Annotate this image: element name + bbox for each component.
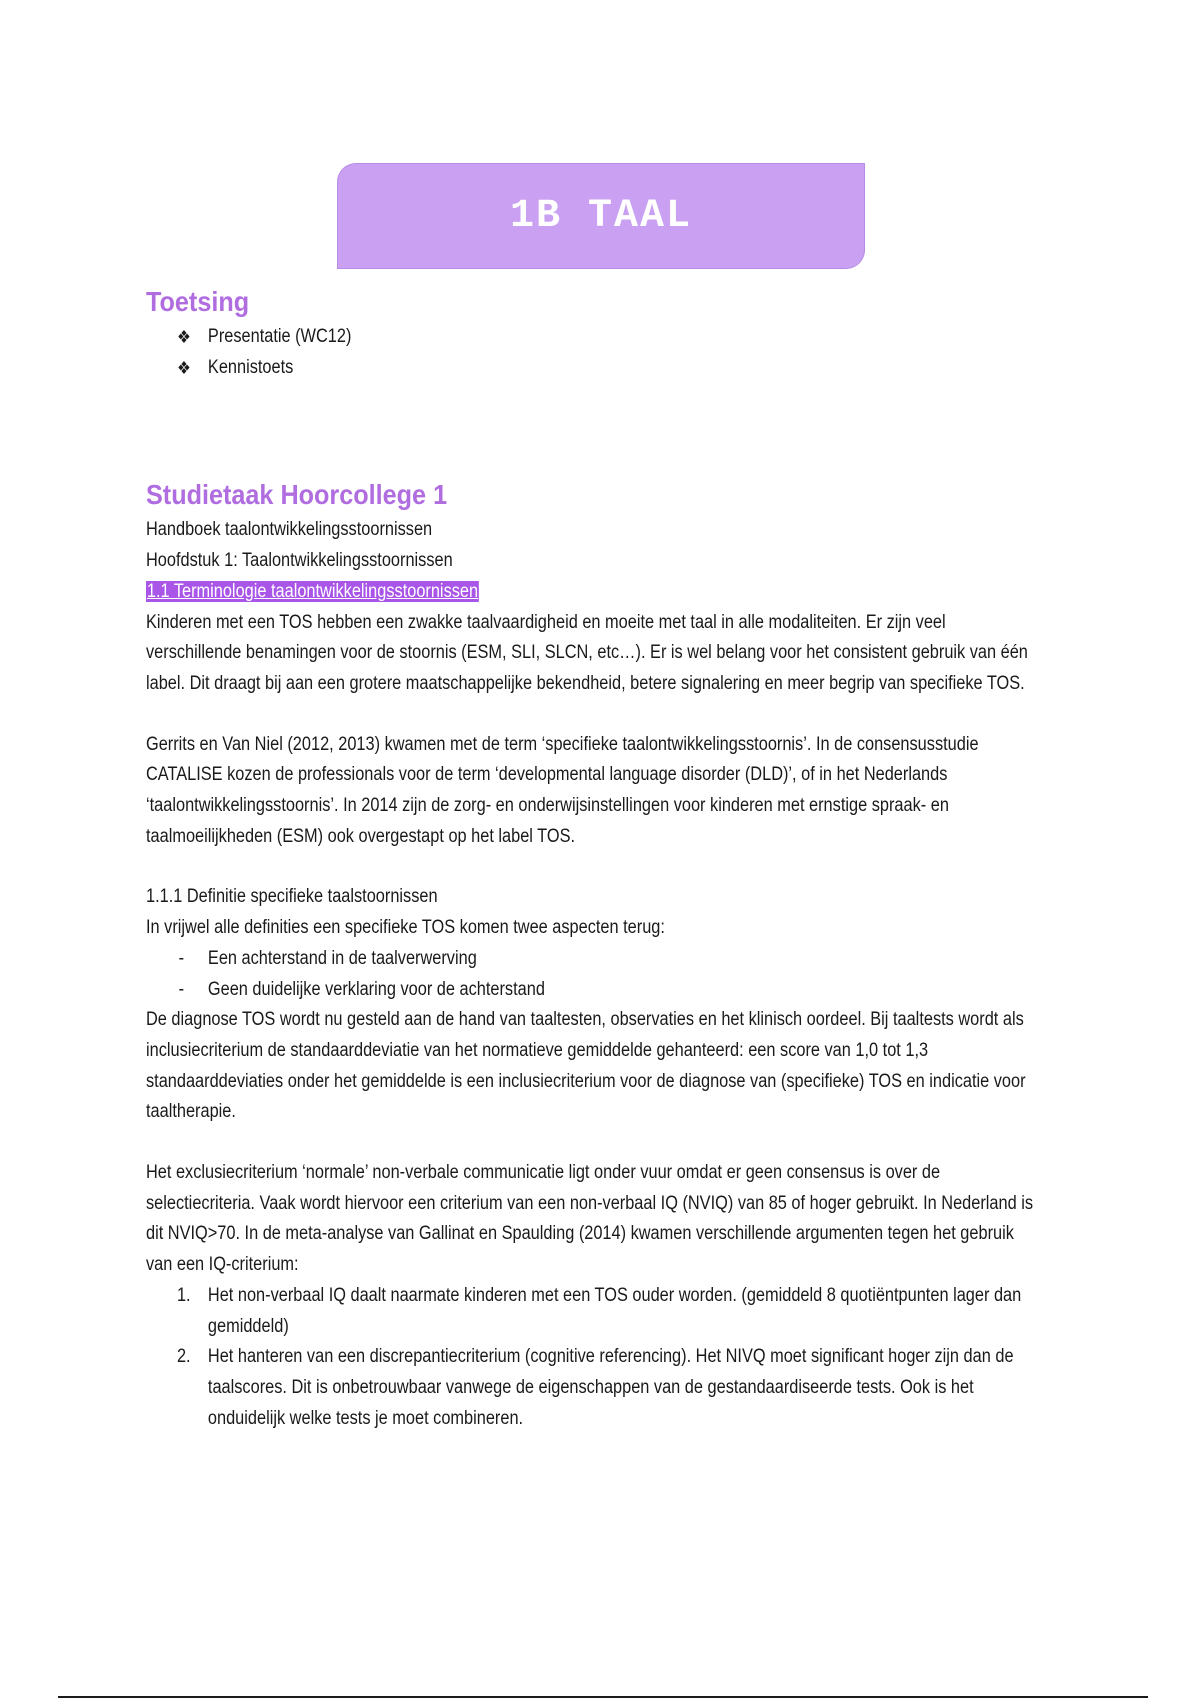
list-item xyxy=(177,975,1040,1006)
paragraph-catalise: Gerrits en Van Niel (2012, 2013) kwamen met de term ‘specifieke taalontwikkelingsstoornis’. In de consensusstudie CATALISE kozen de professionals voor de term ‘developmental language disorder (DLD)’, of in het Nederlands ‘taalontwikkelingsstoornis’. In 2014 zijn de zorg- en onderwijsinstellingen voor kinderen met ernstige spraak- en taalmoeilijkheden (ESM) ook overgestapt op het label TOS. xyxy=(146,733,979,847)
spacer xyxy=(146,852,1040,882)
list-number: 1. xyxy=(176,1284,191,1306)
toetsing-block xyxy=(146,322,1040,383)
list-number: 2. xyxy=(176,1346,191,1368)
book-title: Handboek taalontwikkelingsstoornissen xyxy=(146,519,433,541)
dash-bullet: - xyxy=(178,947,185,969)
list-item-text: Presentatie (WC12) xyxy=(207,326,352,347)
list-item-text: Geen duidelijke verklaring voor de achterstand xyxy=(207,978,545,1000)
footer-divider xyxy=(58,1696,1148,1698)
aspects-list xyxy=(146,944,1040,1005)
list-item xyxy=(177,353,1040,384)
spacer xyxy=(146,1128,1040,1158)
diamond-bullet-icon: ❖ xyxy=(176,327,191,347)
list-item xyxy=(177,1342,1040,1434)
dash-bullet: - xyxy=(178,978,185,1000)
list-item xyxy=(177,322,1040,353)
diamond-bullet-icon: ❖ xyxy=(176,357,191,378)
document-title: 1B TAAL xyxy=(509,193,693,239)
studietaak-block xyxy=(146,515,1040,1434)
arguments-list xyxy=(146,1281,1040,1435)
definitie-intro: In vrijwel alle definities een specifieke TOS komen twee aspecten terug: xyxy=(146,917,665,939)
list-item-text: Het non-verbaal IQ daalt naarmate kinderen met een TOS ouder worden. (gemiddeld 8 quotiëntpunten lager dan gemiddeld) xyxy=(207,1284,1022,1337)
section-link[interactable]: 1.1 Terminologie taalontwikkelingsstoornissen xyxy=(146,580,479,602)
paragraph-exclusie: Het exclusiecriterium ‘normale’ non-verbale communicatie ligt onder vuur omdat er geen consensus is over de selectiecriteria. Vaak wordt hiervoor een criterium van een non-verbaal IQ (NVIQ) van 85 of hoger gebruikt. In Nederland is dit NVIQ>70. In de meta-analyse van Gallinat en Spaulding (2014) kwamen verschillende argumenten tegen het gebruik van een IQ-criterium: xyxy=(146,1162,1034,1276)
list-item xyxy=(177,1281,1040,1342)
subsection-heading: 1.1.1 Definitie specifieke taalstoornissen xyxy=(146,886,438,908)
spacer xyxy=(146,445,1046,475)
document-content xyxy=(146,282,1046,1434)
list-item-text: Een achterstand in de taalverwerving xyxy=(207,947,477,969)
toetsing-heading: Toetsing xyxy=(146,286,250,317)
title-banner xyxy=(338,164,864,268)
toetsing-list xyxy=(146,322,1040,383)
list-item-text: Het hanteren van een discrepantiecriterium (cognitive referencing). Het NIVQ moet significant hoger zijn dan de taalscores. Dit is onbetrouwbaar vanwege de eigenschappen van de gestandaardiseerde tests. Ook is het onduidelijk welke tests je moet combineren. xyxy=(207,1346,1014,1429)
paragraph-terminologie: Kinderen met een TOS hebben een zwakke taalvaardigheid en moeite met taal in alle modaliteiten. Er zijn veel verschillende benamingen voor de stoornis (ESM, SLI, SLCN, etc…). Er is wel belang voor het consistent gebruik van één label. Dit draagt bij aan een grotere maatschappelijke bekendheid, betere signalering en meer begrip van specifieke TOS. xyxy=(146,611,1028,694)
chapter-title: Hoofdstuk 1: Taalontwikkelingsstoornissen xyxy=(146,550,453,572)
list-item-text: Kennistoets xyxy=(207,356,294,378)
spacer xyxy=(146,700,1040,730)
paragraph-diagnose: De diagnose TOS wordt nu gesteld aan de hand van taaltesten, observaties en het klinisch oordeel. Bij taaltests wordt als inclusiecriterium de standaarddeviatie van het normatieve gemiddelde gehanteerd: een score van 1,0 tot 1,3 standaarddeviaties onder het gemiddelde is een inclusiecriterium voor de diagnose van (specifieke) TOS en indicatie voor taaltherapie. xyxy=(146,1009,1026,1123)
studietaak-heading: Studietaak Hoorcollege 1 xyxy=(146,479,448,511)
spacer xyxy=(146,383,1046,445)
section-heading xyxy=(146,577,1040,608)
list-item xyxy=(177,944,1040,975)
